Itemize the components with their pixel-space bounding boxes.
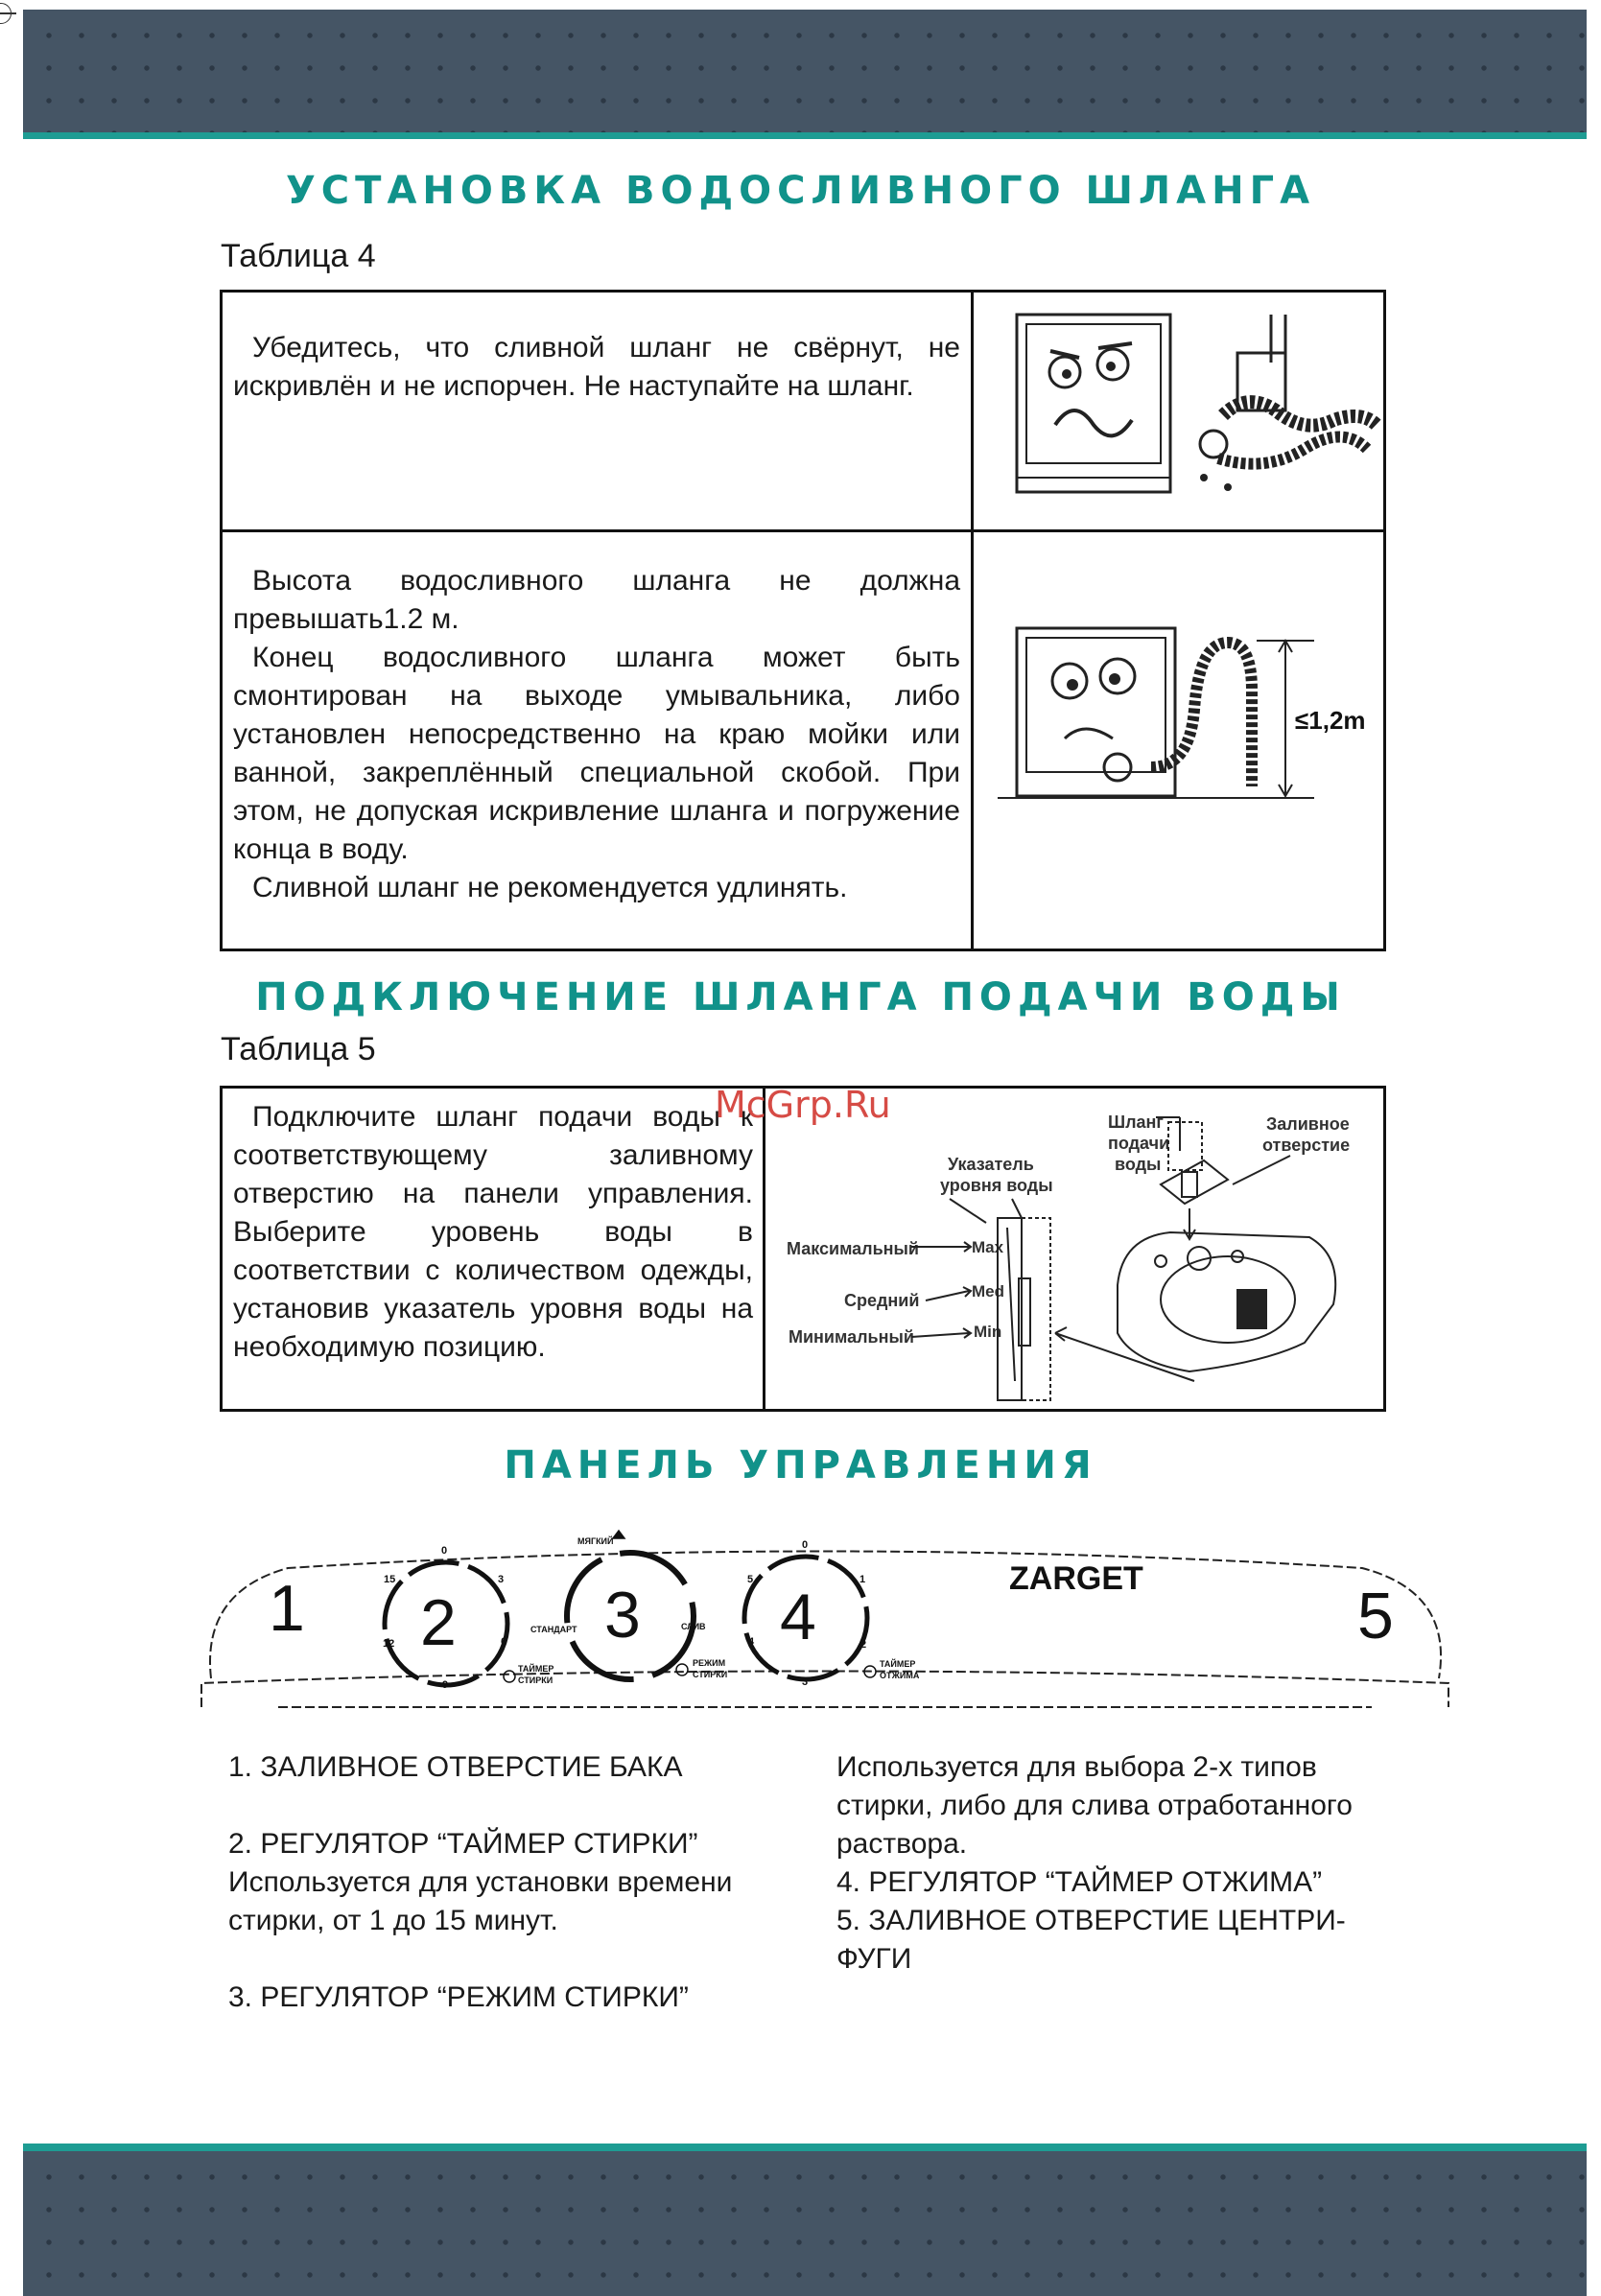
dial2-label-2: СТИРКИ xyxy=(518,1675,553,1685)
drain-row1-paragraph: Убедитесь, что сливной шланг не свёрнут, не искривлён и не испорчен. Не наступайте на шланг. xyxy=(233,332,960,402)
dial4-4: 4 xyxy=(748,1636,755,1648)
dial4-3: 3 xyxy=(802,1676,809,1688)
dial2-9: 9 xyxy=(442,1679,449,1691)
dial2-label-1: ТАЙМЕР xyxy=(518,1664,554,1674)
level-min-label: Минимальный xyxy=(789,1327,914,1347)
watermark: McGrp.Ru xyxy=(715,1084,891,1126)
supply-paragraph: Подключите шланг подачи воды к соответствующему заливному отверстию на панели управления. Выберите уровень воды в соответствии с количеством одежды, установив указатель уровня воды на необходимую позицию. xyxy=(233,1101,753,1363)
drain-row2-text xyxy=(233,562,960,907)
registration-mark xyxy=(0,3,12,24)
hose-label-3: воды xyxy=(1115,1155,1162,1174)
table-4-label: Таблица 4 xyxy=(221,238,376,274)
panel-number-1: 1 xyxy=(269,1572,305,1645)
height-label: ≤1,2m xyxy=(1295,706,1366,735)
mark-med: Med xyxy=(972,1282,1004,1300)
supply-text xyxy=(233,1098,753,1367)
dial2-15: 15 xyxy=(384,1574,396,1585)
hose-label-2: подачи xyxy=(1108,1134,1170,1153)
dial3-left: СТАНДАРТ xyxy=(530,1625,577,1634)
indicator-label-1: Указатель xyxy=(948,1155,1034,1174)
table-5-divider xyxy=(763,1086,765,1412)
legend-item-5-line-1: 5. ЗАЛИВНОЕ ОТВЕРСТИЕ ЦЕНТРИ- xyxy=(836,1905,1346,1936)
dial4-label-1: ТАЙМЕР xyxy=(880,1659,916,1669)
dial4-2: 2 xyxy=(860,1639,867,1651)
inlet-label-1: Заливное xyxy=(1266,1114,1350,1134)
dial4-1: 1 xyxy=(859,1574,866,1585)
legend-right xyxy=(836,1748,1412,1979)
legend-item-5-line-2: ФУГИ xyxy=(836,1943,912,1975)
dial4-0: 0 xyxy=(802,1539,809,1551)
hose-height-illustration xyxy=(998,614,1381,815)
indicator-label-2: уровня воды xyxy=(940,1176,1053,1195)
control-panel-diagram xyxy=(182,1515,1468,1736)
supply-hose-title: ПОДКЛЮЧЕНИЕ ШЛАНГА ПОДАЧИ ВОДЫ xyxy=(255,975,1346,1019)
dial3-label-2: СТИРКИ xyxy=(693,1670,728,1679)
level-max-label: Максимальный xyxy=(787,1239,919,1258)
legend-item-3-desc-3: раствора. xyxy=(836,1828,968,1860)
drain-row1-text xyxy=(233,329,960,406)
footer-band xyxy=(23,2144,1587,2296)
legend-item-2-title: 2. РЕГУЛЯТОР “ТАЙМЕР СТИРКИ” xyxy=(228,1828,698,1860)
dial2-6: 6 xyxy=(501,1636,507,1648)
dial3-right: СЛИВ xyxy=(681,1622,706,1631)
inlet-label-2: отверстие xyxy=(1262,1136,1351,1155)
water-supply-diagram xyxy=(767,1093,1381,1410)
legend-item-2-desc-2: стирки, от 1 до 15 минут. xyxy=(228,1905,558,1936)
hose-label-1: Шланг xyxy=(1108,1113,1164,1132)
drain-row2-paragraph-3: Сливной шланг не рекомендуется удлинять. xyxy=(252,872,848,903)
legend-left xyxy=(228,1748,823,2017)
dial3-label-1: РЕЖИМ xyxy=(693,1658,726,1668)
legend-item-3-desc-1: Используется для выбора 2-х типов xyxy=(836,1751,1317,1783)
header-band xyxy=(23,10,1587,139)
drain-row2-paragraph-2: Конец водосливного шланга может быть смонтирован на выходе умывальника, либо установлен непосредственно на краю мойки или ванной, закреплённый специальной скобой. При этом, не допуская искривление шланга и погружение конца в воду. xyxy=(233,642,960,865)
control-panel-title: ПАНЕЛЬ УПРАВЛЕНИЯ xyxy=(504,1443,1097,1488)
dial2-3: 3 xyxy=(498,1574,505,1585)
panel-number-3: 3 xyxy=(604,1579,641,1652)
legend-item-1: 1. ЗАЛИВНОЕ ОТВЕРСТИЕ БАКА xyxy=(228,1751,683,1783)
legend-item-3-title: 3. РЕГУЛЯТОР “РЕЖИМ СТИРКИ” xyxy=(228,1981,689,2013)
table-4-divider xyxy=(971,290,974,951)
dial2-0: 0 xyxy=(441,1545,448,1557)
drain-row2-paragraph-1: Высота водосливного шланга не должна превышать1.2 м. xyxy=(233,565,960,635)
legend-item-3-desc-2: стирки, либо для слива отработанного xyxy=(836,1790,1353,1821)
mark-max: Max xyxy=(972,1238,1004,1256)
panel-number-4: 4 xyxy=(780,1581,816,1653)
legend-item-4: 4. РЕГУЛЯТОР “ТАЙМЕР ОТЖИМА” xyxy=(836,1866,1323,1898)
panel-number-2: 2 xyxy=(420,1586,457,1659)
level-med-label: Средний xyxy=(844,1291,920,1310)
dial4-5: 5 xyxy=(747,1574,754,1585)
brand-logo: ZARGET xyxy=(1009,1560,1143,1597)
dial3-top: МЯГКИЙ xyxy=(577,1536,614,1546)
legend-item-2-desc-1: Используется для установки времени xyxy=(228,1866,733,1898)
drain-hose-title: УСТАНОВКА ВОДОСЛИВНОГО ШЛАНГА xyxy=(285,169,1316,213)
panel-number-5: 5 xyxy=(1357,1580,1394,1652)
mark-min: Min xyxy=(974,1323,1002,1341)
table-5-label: Таблица 5 xyxy=(221,1031,376,1067)
dial4-label-2: ОТЖИМА xyxy=(880,1671,920,1680)
dial2-12: 12 xyxy=(383,1638,395,1650)
tangled-hose-illustration xyxy=(998,305,1381,526)
table-4-row-divider xyxy=(220,529,1386,532)
